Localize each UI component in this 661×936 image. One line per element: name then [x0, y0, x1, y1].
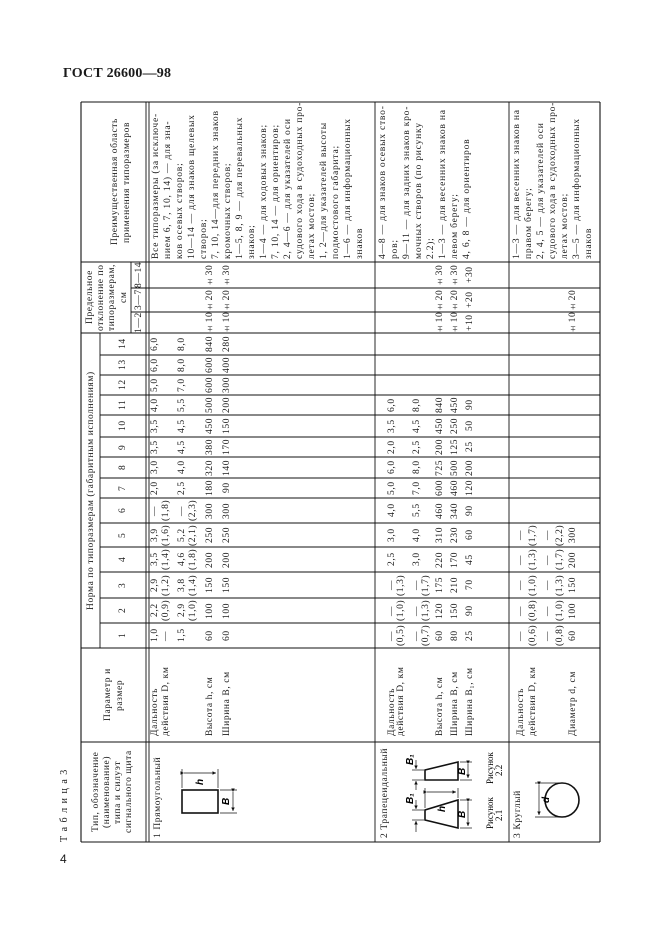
size-value: 5,2 [177, 528, 187, 542]
width-label-b1: B₁ [405, 754, 416, 765]
height-label-h: h [437, 805, 448, 812]
size-value: — [177, 505, 187, 516]
application-text: мочных створов (по рисунку [413, 122, 424, 259]
deviation-value: +20 [465, 291, 475, 309]
parameter-label: Дальность [387, 687, 397, 736]
size-value: — [543, 605, 553, 616]
parameter-label: действия D, км [528, 666, 538, 736]
size-value: (1,3) [421, 599, 431, 622]
size-value: 6,0 [387, 398, 397, 412]
size-value: 600 [435, 479, 445, 497]
size-value: 450 [205, 417, 215, 435]
size-value: 200 [205, 551, 215, 568]
size-value: (0,6) [528, 624, 538, 647]
parameter-label: Дальность [150, 687, 160, 736]
size-value: 840 [435, 396, 445, 414]
size-value: 90 [465, 505, 475, 516]
application-text: ров; [389, 239, 400, 259]
application-text: знаков [583, 227, 594, 259]
size-value: 4,5 [412, 419, 422, 433]
size-value: 60 [465, 529, 475, 541]
size-value: 500 [450, 459, 460, 476]
deviation-value: ±10 [435, 311, 445, 333]
size-value: 8,0 [412, 398, 422, 412]
size-value: 100 [205, 602, 215, 619]
application-text: летах мостов; [559, 193, 570, 259]
size-value: 25 [465, 630, 475, 641]
size-value: 200 [568, 551, 578, 568]
size-value: 7,0 [412, 481, 422, 495]
size-value: 2,2 [150, 603, 160, 618]
size-value: 80 [450, 630, 460, 641]
header-deviation: см [119, 291, 129, 304]
size-value: 140 [222, 459, 232, 476]
size-value: 120 [435, 602, 445, 619]
size-value: 90 [465, 605, 475, 616]
size-value: 230 [450, 526, 460, 544]
parameter-label: действия D, км [396, 666, 406, 736]
header-size-8: 8 [118, 464, 128, 471]
size-value: 3,0 [412, 552, 422, 567]
parameter-label: Диаметр d, см [568, 671, 578, 736]
size-value: 200 [435, 438, 445, 456]
table-label: Т а б л и ц а 3 [59, 768, 70, 842]
header-norm-by-size: Норма по типоразмерам (габаритным исполнениям) [86, 371, 96, 610]
size-value: 320 [205, 459, 215, 476]
application-text: Все типоразмеры (за исключе- [150, 113, 161, 259]
application-text: 1—5, 8, 9 — для перевальных [234, 116, 245, 259]
size-value: 310 [435, 526, 445, 544]
size-value: 6,0 [150, 337, 160, 351]
size-value: 450 [435, 417, 445, 435]
size-value: 200 [222, 551, 232, 568]
application-text: летах мостов; [306, 193, 317, 259]
header-type-designation: Тип, обозначение [91, 751, 101, 833]
size-value: 200 [465, 459, 475, 476]
application-text: ков осевых створов; [174, 162, 185, 259]
application-text: 4—8 — для знаков осевых ство- [377, 105, 388, 259]
size-value: 8,0 [177, 337, 187, 351]
page-number: 4 [60, 852, 67, 866]
size-value: 180 [205, 479, 215, 497]
size-value: 25 [465, 441, 475, 453]
application-text: 1—4 — для ходовых знаков; [258, 124, 269, 259]
parameter-label: Ширина B₁, см [465, 667, 475, 736]
document-code: ГОСТ 26600—98 [63, 66, 172, 81]
size-value: 300 [222, 502, 232, 519]
width-label-b1: B₁ [405, 793, 416, 804]
parameter-label: Высота h, см [435, 676, 445, 736]
row-type-label: 2 Трапецеидальный [380, 747, 390, 838]
application-text: знаков; [246, 224, 257, 259]
size-value: — [387, 579, 397, 591]
size-value: (1,2) [161, 574, 171, 596]
application-text: 7, 10, 14—для передних знаков [210, 110, 221, 259]
size-value: 380 [205, 438, 215, 456]
size-value: — [543, 579, 553, 591]
size-value: (1,7) [555, 548, 565, 571]
deviation-value: ±20 [435, 289, 445, 311]
size-value: — [412, 605, 422, 616]
size-value: — [516, 605, 526, 616]
application-text: 2, 4—6 — для указателей оси [282, 118, 293, 259]
header-parameter: размер [115, 679, 125, 711]
size-value: (1,8) [161, 499, 171, 522]
application-text: нием 6, 7, 10, 14) — для зна- [162, 120, 173, 259]
size-value: (1,4) [188, 574, 198, 596]
size-value: — [543, 529, 553, 541]
header-size-6: 6 [118, 507, 128, 514]
size-value: 3,0 [150, 460, 160, 475]
header-size-4: 4 [118, 556, 128, 563]
application-text: левом берегу; [449, 193, 460, 259]
deviation-value: ±10 [222, 311, 232, 333]
size-value: 220 [435, 551, 445, 568]
parameter-label: действия D, км [161, 666, 171, 736]
size-value: 250 [205, 526, 215, 544]
figure-2-1-caption: Рисунок [485, 797, 495, 829]
size-value: — [412, 630, 422, 641]
size-value: 150 [568, 576, 578, 594]
size-value: 500 [205, 396, 215, 414]
deviation-value: ±20 [222, 289, 232, 311]
deviation-value: ±10 [450, 311, 460, 333]
size-value: 70 [465, 579, 475, 591]
size-value: — [516, 579, 526, 591]
size-value: (1,0) [555, 599, 565, 622]
header-size-3: 3 [118, 582, 128, 588]
parameter-label: Ширина B, см [450, 671, 460, 736]
application-text: 2, 4, 5 — для указателей оси [535, 122, 546, 259]
size-value: 90 [465, 399, 475, 411]
size-value: 1,0 [150, 628, 160, 643]
header-size-9: 9 [118, 444, 128, 450]
size-value: 2,5 [387, 552, 397, 567]
header-deviation-group: 1—2 [134, 312, 144, 333]
size-value: 170 [450, 551, 460, 568]
size-value: 8,0 [177, 358, 187, 372]
application-text: подмостового габарита; [330, 145, 341, 259]
header-deviation: отклонение по [96, 264, 106, 331]
size-value: 840 [205, 335, 215, 353]
size-value: (2,2) [555, 524, 565, 546]
size-value: — [516, 630, 526, 641]
deviation-value: +10 [465, 314, 475, 331]
size-value: 4,6 [177, 552, 187, 567]
size-value: 60 [435, 630, 445, 641]
size-value: 250 [450, 417, 460, 435]
deviation-value: +30 [465, 266, 475, 284]
header-size-14: 14 [118, 338, 128, 350]
size-value: — [412, 579, 422, 591]
header-size-12: 12 [118, 379, 128, 391]
header-type-designation: сигнального щита [124, 750, 134, 834]
header-size-11: 11 [118, 399, 128, 411]
size-value: 60 [205, 630, 215, 641]
size-value: (1,7) [421, 574, 431, 596]
size-value: 300 [205, 502, 215, 519]
size-value: — [150, 505, 160, 516]
deviation-value: ±30 [450, 264, 460, 286]
size-value: 5,0 [387, 481, 397, 495]
width-label-b: B [457, 767, 468, 775]
size-value: 150 [222, 417, 232, 435]
size-value: (0,5) [396, 624, 406, 647]
size-value: 4,5 [177, 440, 187, 454]
size-value: 2,9 [177, 603, 187, 618]
deviation-value: ±10 [205, 311, 215, 333]
size-value: 3,5 [387, 419, 397, 433]
size-value: — [543, 554, 553, 565]
application-text: 1—3 — для весенних знаков на [511, 109, 522, 259]
size-value: (0,7) [421, 624, 431, 647]
size-value: 3,8 [177, 578, 187, 592]
size-value: (1,7) [528, 524, 538, 546]
size-value: 150 [222, 576, 232, 594]
size-value: 7,0 [177, 378, 187, 392]
size-value: 4,0 [387, 503, 397, 518]
header-deviation-group: 8—14 [134, 261, 144, 288]
parameter-label: Высота h, см [205, 676, 215, 736]
size-value: (1,3) [396, 574, 406, 596]
diameter-label-d: d [541, 796, 552, 803]
size-value: (1,3) [555, 574, 565, 596]
parameter-label: Ширина B, см [222, 671, 232, 736]
header-size-5: 5 [118, 532, 128, 538]
parameter-label: Дальность [516, 687, 526, 736]
size-value: (2,3) [188, 499, 198, 522]
width-label-b: B [221, 797, 232, 805]
size-value: 60 [568, 630, 578, 641]
header-deviation-group: 3—7 [134, 289, 144, 311]
size-value: 4,0 [177, 460, 187, 475]
deviation-value: ±30 [205, 264, 215, 286]
size-value: 600 [205, 356, 215, 374]
row-type-label: 1 Прямоугольный [153, 756, 163, 838]
deviation-value: ±20 [205, 289, 215, 311]
application-text: 1—3 — для весенних знаков на [437, 109, 448, 259]
size-value: 50 [465, 420, 475, 432]
header-size-7: 7 [118, 485, 128, 491]
size-value: 2,9 [150, 578, 160, 592]
size-value: 4,5 [177, 419, 187, 433]
size-value: 300 [568, 526, 578, 544]
header-type-designation: типа и силуэт [113, 760, 123, 824]
application-text: створов; [198, 218, 209, 259]
size-value: 125 [450, 438, 460, 456]
header-type-designation: (наименование) [102, 755, 112, 829]
size-value: 100 [222, 602, 232, 619]
size-value: 120 [465, 479, 475, 497]
deviation-value: ±30 [435, 264, 445, 286]
size-value: 3,5 [150, 440, 160, 454]
width-label-b: B [457, 810, 468, 818]
size-value: 3,5 [150, 419, 160, 433]
size-value: 2,0 [150, 481, 160, 495]
size-value: 150 [205, 576, 215, 594]
size-value: 400 [222, 356, 232, 374]
size-value: (0,8) [528, 599, 538, 622]
size-value: 2,5 [177, 481, 187, 495]
size-value: 8,0 [412, 460, 422, 475]
size-value: 3,9 [150, 528, 160, 542]
header-size-1: 1 [118, 632, 128, 639]
size-value: 5,0 [150, 378, 160, 392]
size-value: 4,0 [412, 528, 422, 542]
application-text: 3—5 — для информационных [571, 118, 582, 259]
size-value: (1,4) [161, 548, 171, 571]
size-value: 60 [222, 630, 232, 641]
size-value: 6,0 [387, 460, 397, 475]
size-value: 45 [465, 554, 475, 565]
application-text: правом берегу; [523, 187, 534, 259]
application-text: судового хода в судоходных про- [294, 101, 305, 259]
size-value: 2,5 [412, 440, 422, 454]
size-value: 4,0 [150, 398, 160, 412]
size-value: 2,0 [387, 440, 397, 454]
height-label-h: h [195, 778, 206, 785]
size-value: (1,6) [161, 524, 171, 546]
application-text: 4, 6, 8 — для ориентиров [461, 138, 472, 259]
size-value: 340 [450, 502, 460, 519]
figure-2-2-number: 2.2 [494, 764, 504, 776]
application-text: 1—6 — для информационных [342, 118, 353, 259]
application-text: 9—11 — для задних знаков кро- [401, 105, 412, 259]
size-value: 3,0 [387, 528, 397, 542]
size-value: — [516, 529, 526, 541]
size-value: 300 [222, 376, 232, 394]
size-value: 460 [435, 502, 445, 519]
size-value: (0,8) [555, 624, 565, 647]
application-text: 10—14 — для знаков щелевых [186, 114, 197, 259]
header-size-13: 13 [118, 359, 128, 371]
size-value: — [543, 630, 553, 641]
size-value: (1,3) [528, 548, 538, 571]
size-value: 6,0 [150, 358, 160, 372]
deviation-value: ±20 [568, 289, 578, 311]
size-value: — [387, 605, 397, 616]
size-value: (1,0) [188, 599, 198, 622]
size-value: 460 [450, 479, 460, 497]
size-value: 170 [222, 438, 232, 456]
deviation-value: ±20 [450, 289, 460, 311]
figure-2-1-number: 2.1 [494, 809, 504, 821]
size-value: 150 [450, 602, 460, 619]
header-application: применения типоразмеров [122, 121, 132, 243]
application-text: 1, 2—для указателей высоты [318, 122, 329, 259]
size-value: 100 [568, 602, 578, 619]
size-value: 175 [435, 576, 445, 594]
header-parameter: Параметр и [103, 668, 113, 722]
size-value: 1,5 [177, 628, 187, 643]
application-text: 7, 10, 14 — для ориентиров; [270, 124, 281, 259]
size-value: 200 [222, 396, 232, 414]
header-application: Преимущественная область [110, 118, 120, 246]
size-value: (0,9) [161, 599, 171, 622]
deviation-value: ±30 [222, 264, 232, 286]
size-value: 250 [222, 526, 232, 544]
size-value: 5,5 [177, 398, 187, 412]
rectangle-sign-figure [182, 769, 237, 813]
header-size-2: 2 [118, 607, 128, 614]
size-value: (1,8) [188, 548, 198, 571]
application-text: судового хода в судоходных про- [547, 101, 558, 259]
row-type-label: 3 Круглый [513, 790, 523, 838]
size-value: 210 [450, 576, 460, 594]
size-value: (2,1) [188, 524, 198, 546]
size-value: 5,5 [412, 503, 422, 518]
size-value: (1,0) [528, 574, 538, 596]
application-text: знаков [354, 227, 365, 259]
size-value: 3,5 [150, 552, 160, 567]
application-text: 2.2); [425, 237, 436, 259]
size-value: — [516, 554, 526, 565]
size-value: — [161, 630, 171, 641]
size-value: (1,0) [396, 599, 406, 622]
header-deviation: типоразмерам, [107, 263, 117, 332]
size-value: 600 [205, 376, 215, 394]
size-value: 725 [435, 459, 445, 476]
figure-2-2-caption: Рисунок [485, 752, 495, 784]
header-deviation: Предельное [85, 270, 95, 325]
size-value: — [387, 630, 397, 641]
header-size-10: 10 [118, 420, 128, 432]
application-text: кромочных створов; [222, 162, 233, 259]
deviation-value: ±10 [568, 311, 578, 333]
size-value: 450 [450, 396, 460, 414]
size-value: 90 [222, 482, 232, 494]
size-value: 280 [222, 335, 232, 353]
